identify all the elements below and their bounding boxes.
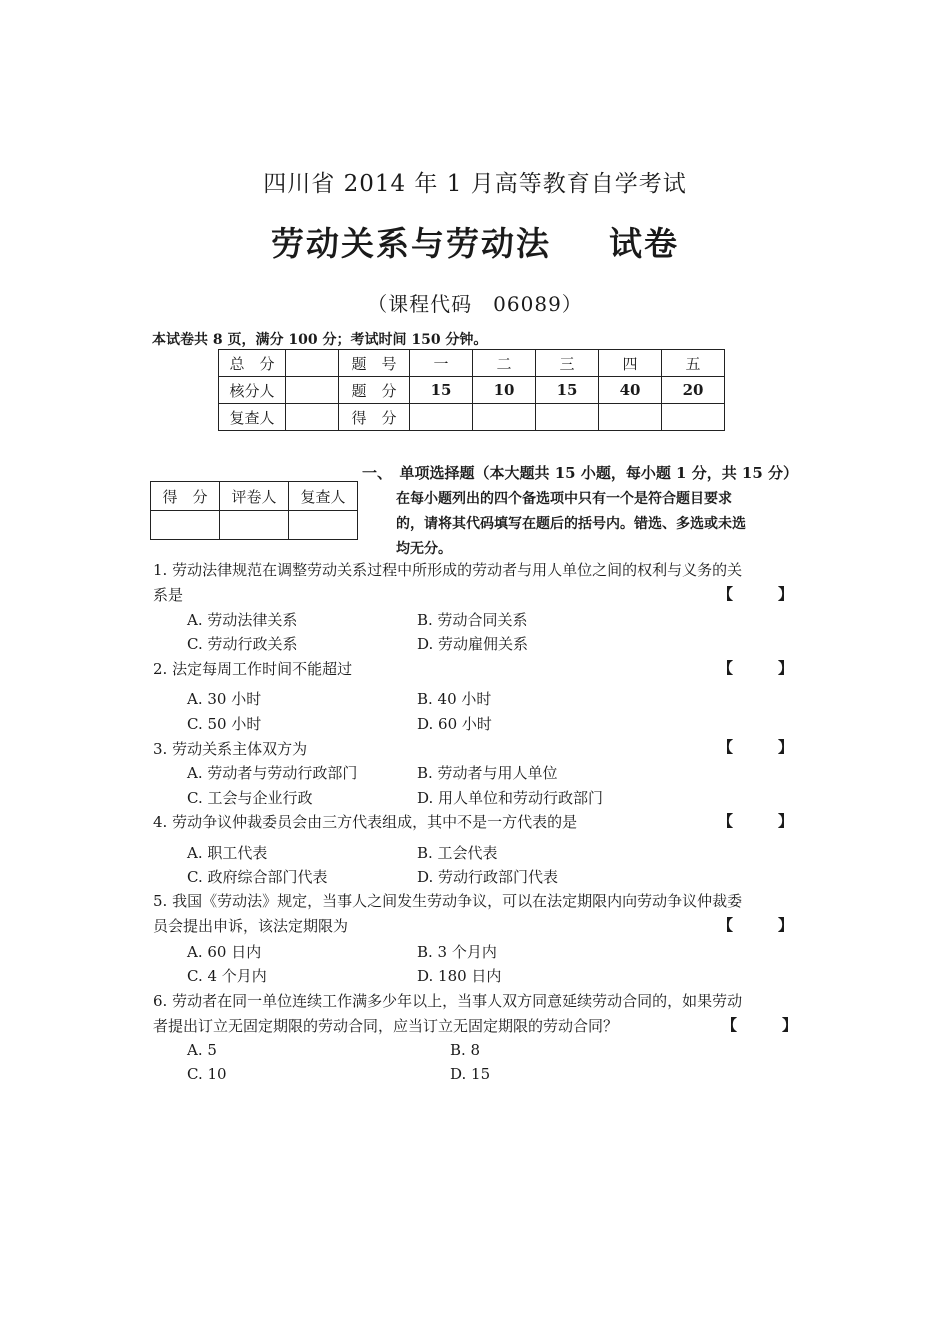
question-3-option: C. 工会与企业行政 — [187, 789, 313, 807]
score-cell — [286, 377, 339, 404]
score-cell — [662, 404, 725, 431]
score-cell: 五 — [662, 350, 725, 377]
paper-label: 试卷 — [609, 224, 679, 263]
question-2-option: A. 30 小时 — [187, 690, 262, 708]
question-2-text: 2. 法定每周工作时间不能超过 — [153, 660, 353, 678]
question-3-option: B. 劳动者与用人单位 — [417, 764, 558, 782]
question-1-option: A. 劳动法律关系 — [187, 611, 298, 629]
question-2-option: B. 40 小时 — [417, 690, 492, 708]
score-cell: 总 分 — [219, 350, 286, 377]
exam-title: 四川省 2014 年 1 月高等教育自学考试 — [263, 171, 687, 197]
question-3-option: D. 用人单位和劳动行政部门 — [417, 789, 604, 807]
section-instruction: 在每小题列出的四个备选项中只有一个是符合题目要求 — [396, 491, 732, 507]
score-cell — [286, 404, 339, 431]
score-table-row — [219, 350, 725, 377]
score-cell — [473, 404, 536, 431]
score-cell: 复查人 — [219, 404, 286, 431]
question-5-option: A. 60 日内 — [187, 943, 262, 961]
answer-bracket[interactable]: 【 】 — [718, 738, 794, 756]
grader-table — [150, 481, 358, 540]
question-1-option: C. 劳动行政关系 — [187, 635, 298, 653]
answer-bracket[interactable]: 【 】 — [722, 1016, 798, 1034]
grader-cell — [289, 511, 358, 540]
question-6-option: B. 8 — [450, 1041, 481, 1059]
question-4-option: D. 劳动行政部门代表 — [417, 868, 559, 886]
question-3-text: 3. 劳动关系主体双方为 — [153, 740, 308, 758]
score-cell — [599, 404, 662, 431]
grader-table-row — [151, 511, 358, 540]
grader-cell — [220, 511, 289, 540]
score-cell: 三 — [536, 350, 599, 377]
score-table — [218, 349, 725, 431]
score-cell: 四 — [599, 350, 662, 377]
score-cell: 题 分 — [339, 377, 410, 404]
question-2-option: C. 50 小时 — [187, 715, 262, 733]
answer-bracket[interactable]: 【 】 — [718, 812, 794, 830]
score-cell — [536, 404, 599, 431]
grader-cell: 复查人 — [289, 482, 358, 511]
score-cell: 核分人 — [219, 377, 286, 404]
course-name: 劳动关系与劳动法 — [271, 224, 551, 263]
question-4-option: C. 政府综合部门代表 — [187, 868, 328, 886]
question-6-option: D. 15 — [450, 1065, 491, 1083]
question-5-option: B. 3 个月内 — [417, 943, 497, 961]
question-1-option: B. 劳动合同关系 — [417, 611, 528, 629]
question-4-option: A. 职工代表 — [187, 844, 268, 862]
question-5-option: D. 180 日内 — [417, 967, 502, 985]
score-cell: 15 — [536, 377, 599, 404]
score-table-row — [219, 377, 725, 404]
question-2-option: D. 60 小时 — [417, 715, 492, 733]
question-6-option: C. 10 — [187, 1065, 227, 1083]
course-title — [0, 218, 950, 265]
score-cell: 题 号 — [339, 350, 410, 377]
question-1-text: 系是 — [153, 586, 184, 604]
answer-bracket[interactable]: 【 】 — [718, 916, 794, 934]
question-5-text: 员会提出申诉，该法定期限为 — [153, 917, 349, 935]
question-4-option: B. 工会代表 — [417, 844, 498, 862]
grader-cell — [151, 511, 220, 540]
score-cell: 一 — [410, 350, 473, 377]
question-5-text: 5. 我国《劳动法》规定，当事人之间发生劳动争议，可以在法定期限内向劳动争议仲裁委 — [153, 892, 743, 910]
question-3-option: A. 劳动者与劳动行政部门 — [187, 764, 358, 782]
question-6-option: A. 5 — [187, 1041, 217, 1059]
question-1-text: 1. 劳动法律规范在调整劳动关系过程中所形成的劳动者与用人单位之间的权利与义务的关 — [153, 561, 743, 579]
score-cell: 40 — [599, 377, 662, 404]
score-cell: 得 分 — [339, 404, 410, 431]
section-instruction: 的，请将其代码填写在题后的括号内。错选、多选或未选 — [396, 516, 746, 532]
score-cell: 20 — [662, 377, 725, 404]
answer-bracket[interactable]: 【 】 — [718, 585, 794, 603]
grader-cell: 评卷人 — [220, 482, 289, 511]
score-cell: 10 — [473, 377, 536, 404]
score-cell: 15 — [410, 377, 473, 404]
section-instruction: 均无分。 — [396, 541, 452, 557]
score-table-row — [219, 404, 725, 431]
question-1-option: D. 劳动雇佣关系 — [417, 635, 529, 653]
question-6-text: 者提出订立无固定期限的劳动合同，应当订立无固定期限的劳动合同？ — [153, 1017, 619, 1035]
grader-cell: 得 分 — [151, 482, 220, 511]
score-cell — [410, 404, 473, 431]
exam-info: 本试卷共 8 页，满分 100 分；考试时间 150 分钟。 — [152, 332, 488, 348]
course-code: （课程代码 06089） — [367, 292, 583, 316]
section-heading: 一、 单项选择题（本大题共 15 小题，每小题 1 分，共 15 分） — [362, 464, 799, 482]
score-cell: 二 — [473, 350, 536, 377]
score-cell — [286, 350, 339, 377]
answer-bracket[interactable]: 【 】 — [718, 659, 794, 677]
grader-table-row — [151, 482, 358, 511]
question-6-text: 6. 劳动者在同一单位连续工作满多少年以上，当事人双方同意延续劳动合同的，如果劳动 — [153, 992, 743, 1010]
question-5-option: C. 4 个月内 — [187, 967, 267, 985]
question-4-text: 4. 劳动争议仲裁委员会由三方代表组成，其中不是一方代表的是 — [153, 813, 578, 831]
